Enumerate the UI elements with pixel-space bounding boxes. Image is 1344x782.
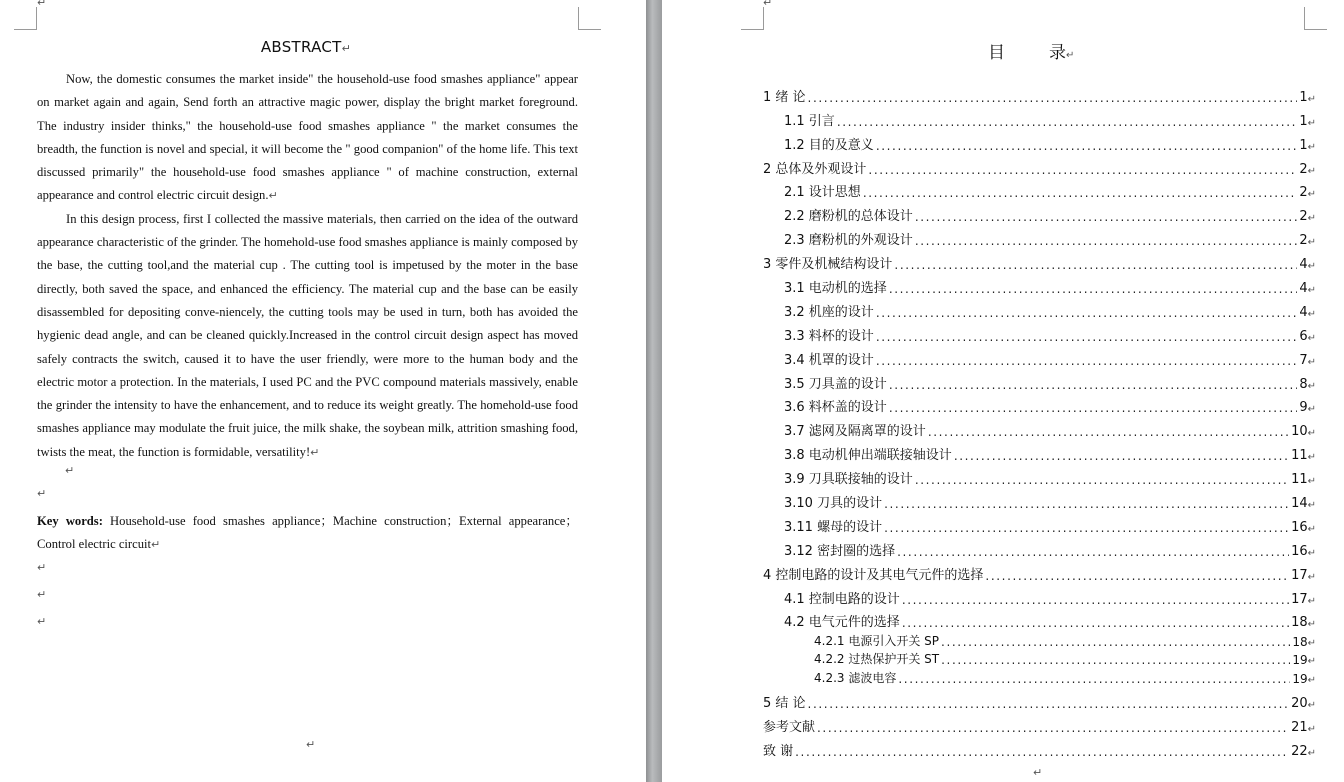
toc-entry[interactable] [763,272,1316,296]
toc-entry[interactable] [763,439,1316,463]
toc-entry[interactable] [763,649,1316,668]
toc-entry-page: 11 [1291,472,1308,488]
paragraph-mark: ↵ [1307,308,1316,320]
toc-entry[interactable] [763,583,1316,607]
toc-entry-label: 3.1 电动机的选择 [784,281,887,297]
empty-paragraph: ↵ [65,464,75,478]
toc-entry-label: 1.2 目的及意义 [784,137,874,153]
toc-entry-label: 4.2.1 电源引入开关 SP [814,633,940,648]
toc-title-part: 目 [988,43,1005,63]
paragraph-mark: ↵ [151,538,161,552]
toc-entry-page: 1 [1299,137,1308,153]
toc-leader-dots [876,306,1298,320]
paragraph-mark: ↵ [1307,332,1316,344]
toc-entry-label: 3.6 料杯盖的设计 [784,400,887,416]
toc-entry-label: 3.4 机罩的设计 [784,352,874,368]
paragraph-mark: ↵ [1033,766,1043,779]
paragraph-mark: ↵ [310,445,320,459]
paragraph-mark: ↵ [1307,747,1316,759]
paragraph-mark: ↵ [1307,523,1316,535]
toc-leader-dots [902,593,1289,607]
toc-leader-dots [897,545,1289,559]
toc-leader-dots [898,672,1290,686]
toc-leader-dots [863,186,1298,200]
toc-entry[interactable] [763,392,1316,416]
toc-entry-page: 19 [1292,671,1308,686]
toc-leader-dots [868,163,1297,177]
toc-entry-page: 21 [1291,719,1308,735]
toc-entry-label: 1 绪 论 [763,89,806,105]
toc-entry[interactable] [763,686,1316,711]
toc-entry-label: 4 控制电路的设计及其电气元件的选择 [763,567,984,583]
toc-entry-page: 19 [1292,653,1308,668]
toc-entry[interactable] [763,711,1316,735]
toc-entry[interactable] [763,511,1316,535]
toc-entry-label: 3.10 刀具的设计 [784,496,883,512]
toc-entry-label: 参考文献 [763,719,816,735]
paragraph-mark: ↵ [1307,237,1316,249]
toc-entry-label: 4.1 控制电路的设计 [784,591,900,607]
keywords-label: Key words: [37,514,103,529]
toc-entry[interactable] [763,368,1316,392]
paragraph-mark: ↵ [1307,619,1316,631]
toc-leader-dots [902,616,1289,630]
empty-paragraph: ↵ [37,614,47,628]
toc-entry-label: 4.2.2 过热保护开关 ST [814,652,940,667]
toc-leader-dots [876,330,1298,344]
toc-entry[interactable] [763,735,1316,759]
toc-entry[interactable] [763,607,1316,631]
empty-paragraph: ↵ [37,587,47,601]
paragraph-mark: ↵ [1307,637,1316,649]
toc-entry-page: 1 [1299,89,1308,105]
abstract-title [0,38,612,56]
abstract-body [37,68,578,642]
empty-paragraph: ↵ [37,487,47,501]
paragraph-mark: ↵ [37,0,47,9]
abstract-paragraph-text: Now, the domestic consumes the market inside" the household-use food smashes appliance" appear on market again and again, Send forth an attractive magic power, display the bright market foreground. The industry insider thinks," the household-use food smashes appliance " the market consumes the breadth, the function is novel and special, it will become the " good companion" of the home life. This text discussed primarily" the household-use food smashes appliance " of machine construction, external appearance and control electric circuit design. [37,72,578,203]
toc-entry[interactable] [763,177,1316,201]
toc-entry-page: 4 [1299,304,1308,320]
toc-entry[interactable] [763,667,1316,686]
toc-entry-page: 2 [1299,233,1308,249]
toc-entry[interactable] [763,81,1316,105]
toc-entry[interactable] [763,129,1316,153]
toc-entry-page: 9 [1299,400,1308,416]
toc-leader-dots [941,635,1290,649]
toc-leader-dots [985,569,1289,583]
keywords [37,510,578,557]
toc-entry-page: 18 [1292,634,1308,649]
toc-entry-label: 3.12 密封圈的选择 [784,543,896,559]
toc-entry-label: 3.11 螺母的设计 [784,519,883,535]
toc-entry[interactable] [763,535,1316,559]
toc-entry-page: 17 [1291,567,1308,583]
toc-entry-page: 22 [1291,743,1308,759]
toc-entry-label: 2.3 磨粉机的外观设计 [784,233,913,249]
paragraph-mark: ↵ [1307,356,1316,368]
toc-entry-label: 2.2 磨粉机的总体设计 [784,209,913,225]
paragraph-mark: ↵ [306,738,316,751]
paragraph-mark: ↵ [1307,165,1316,177]
toc-entry-label: 致 谢 [763,743,794,759]
toc-entry-page: 8 [1299,376,1308,392]
toc-entry-page: 20 [1291,695,1308,711]
toc-entry[interactable] [763,296,1316,320]
toc-entry-label: 5 结 论 [763,695,806,711]
toc-entry-page: 4 [1299,281,1308,297]
toc-entry-page: 1 [1299,113,1308,129]
paragraph-mark: ↵ [1307,141,1316,153]
toc-entry[interactable] [763,224,1316,248]
toc-entry-label: 1.1 引言 [784,113,835,129]
toc-entry-page: 16 [1291,543,1308,559]
toc-entry[interactable] [763,105,1316,129]
toc-leader-dots [808,91,1298,105]
paragraph-mark: ↵ [1307,261,1316,273]
toc-list [763,81,1316,759]
toc-entry-page: 10 [1291,424,1308,440]
paragraph-mark: ↵ [1307,189,1316,201]
toc-entry[interactable] [763,487,1316,511]
abstract-paragraph [37,68,578,208]
toc-entry-label: 2.1 设计思想 [784,185,861,201]
toc-entry-label: 4.2.3 滤波电容 [814,670,897,685]
toc-entry[interactable] [763,463,1316,487]
toc-leader-dots [884,521,1289,535]
margin-corner-mark [1304,7,1327,30]
toc-leader-dots [884,497,1289,511]
paragraph-mark: ↵ [1307,547,1316,559]
toc-title [988,38,1074,63]
toc-leader-dots [928,425,1289,439]
paragraph-mark: ↵ [1066,50,1075,61]
toc-leader-dots [889,378,1298,392]
paragraph-mark: ↵ [1307,404,1316,416]
toc-entry-page: 7 [1299,352,1308,368]
toc-leader-dots [889,282,1298,296]
toc-entry-page: 2 [1299,161,1308,177]
toc-entry-page: 11 [1291,448,1308,464]
toc-entry[interactable] [763,200,1316,224]
toc-leader-dots [837,115,1298,129]
toc-entry-page: 4 [1299,257,1308,273]
paragraph-mark: ↵ [1307,117,1316,129]
toc-leader-dots [876,139,1298,153]
toc-entry-page: 18 [1291,615,1308,631]
toc-leader-dots [876,354,1298,368]
toc-entry-page: 6 [1299,328,1308,344]
toc-entry-page: 2 [1299,185,1308,201]
toc-entry-label: 2 总体及外观设计 [763,161,867,177]
keywords-text: Household-use food smashes appliance；Machine construction；External appearance；Control electric circuit [37,514,578,552]
abstract-paragraph-text: In this design process, first I collected the massive materials, then carried on the idea of the outward appearance characteristic of the grinder. The homehold-use food smashes appliance is mainly composed by the base, the cutting tool,and the material cup . The cutting tool is impetused by the moter in the base directly, both saved the space, and enhanced the efficiency. The material cup and the base can be easily disassembled for depositing conve-niencely, the cutting tools may be used in turn, both has avoided the hygienic dead angle, and can be cleaned quickly.Increased in the control circuit design aspect has moved safely contracts the switch, caused it to have the user friendly, were more to the human body and the electric motor a protection. In the materials, I used PC and the PVC compound materials massively, enable the grinder the intensity to have the enhancement, and to reduce its weight greatly. The homehold-use food smashes appliance may modulate the fruit juice, the milk shake, the soybean milk, attrition smashing food, twists the meat, the function is formidable, versatility! [37,211,578,459]
toc-entry[interactable] [763,559,1316,583]
paragraph-mark: ↵ [1307,500,1316,512]
toc-leader-dots [808,697,1290,711]
toc-entry-label: 3.5 刀具盖的设计 [784,376,887,392]
toc-entry[interactable] [763,415,1316,439]
toc-entry-page: 16 [1291,519,1308,535]
abstract-page [0,0,646,782]
paragraph-mark: ↵ [1307,452,1316,464]
toc-entry[interactable] [763,344,1316,368]
abstract-title-text: ABSTRACT [260,38,342,56]
toc-leader-dots [889,401,1298,415]
paragraph-mark: ↵ [1307,674,1316,686]
toc-leader-dots [915,473,1289,487]
paragraph-mark: ↵ [1307,699,1316,711]
paragraph-mark: ↵ [1307,595,1316,607]
paragraph-mark: ↵ [1307,723,1316,735]
toc-leader-dots [894,258,1297,272]
margin-corner-mark [741,7,764,30]
toc-entry-label: 3 零件及机械结构设计 [763,257,893,273]
page-gutter [646,0,662,782]
paragraph-mark: ↵ [1307,285,1316,297]
toc-leader-dots [954,449,1289,463]
toc-entry-page: 14 [1291,496,1308,512]
paragraph-mark: ↵ [1307,656,1316,668]
toc-entry-label: 3.7 滤网及隔离罩的设计 [784,424,926,440]
paragraph-mark: ↵ [1307,213,1316,225]
toc-entry-label: 3.9 刀具联接轴的设计 [784,472,913,488]
paragraph-mark: ↵ [341,42,352,55]
toc-entry-label: 3.8 电动机伸出端联接轴设计 [784,448,952,464]
margin-corner-mark [578,7,601,30]
toc-leader-dots [941,653,1290,667]
toc-entry-label: 3.2 机座的设计 [784,304,874,320]
toc-entry[interactable] [763,153,1316,177]
toc-title-part: 录 [1049,43,1066,63]
paragraph-mark: ↵ [1307,380,1316,392]
abstract-paragraph [37,208,578,464]
toc-entry-label: 3.3 料杯的设计 [784,328,874,344]
paragraph-mark: ↵ [1307,93,1316,105]
paragraph-mark: ↵ [1307,571,1316,583]
toc-leader-dots [915,234,1298,248]
paragraph-mark: ↵ [1307,476,1316,488]
toc-entry-label: 4.2 电气元件的选择 [784,615,900,631]
paragraph-mark: ↵ [1307,428,1316,440]
empty-paragraph: ↵ [37,560,47,574]
toc-entry-page: 2 [1299,209,1308,225]
toc-leader-dots [915,210,1298,224]
toc-entry[interactable] [763,320,1316,344]
toc-entry-page: 17 [1291,591,1308,607]
toc-leader-dots [795,745,1289,759]
toc-leader-dots [817,721,1289,735]
paragraph-mark: ↵ [268,189,278,203]
toc-entry[interactable] [763,248,1316,272]
margin-corner-mark [14,7,37,30]
toc-entry[interactable] [763,630,1316,649]
paragraph-mark: ↵ [763,0,773,9]
